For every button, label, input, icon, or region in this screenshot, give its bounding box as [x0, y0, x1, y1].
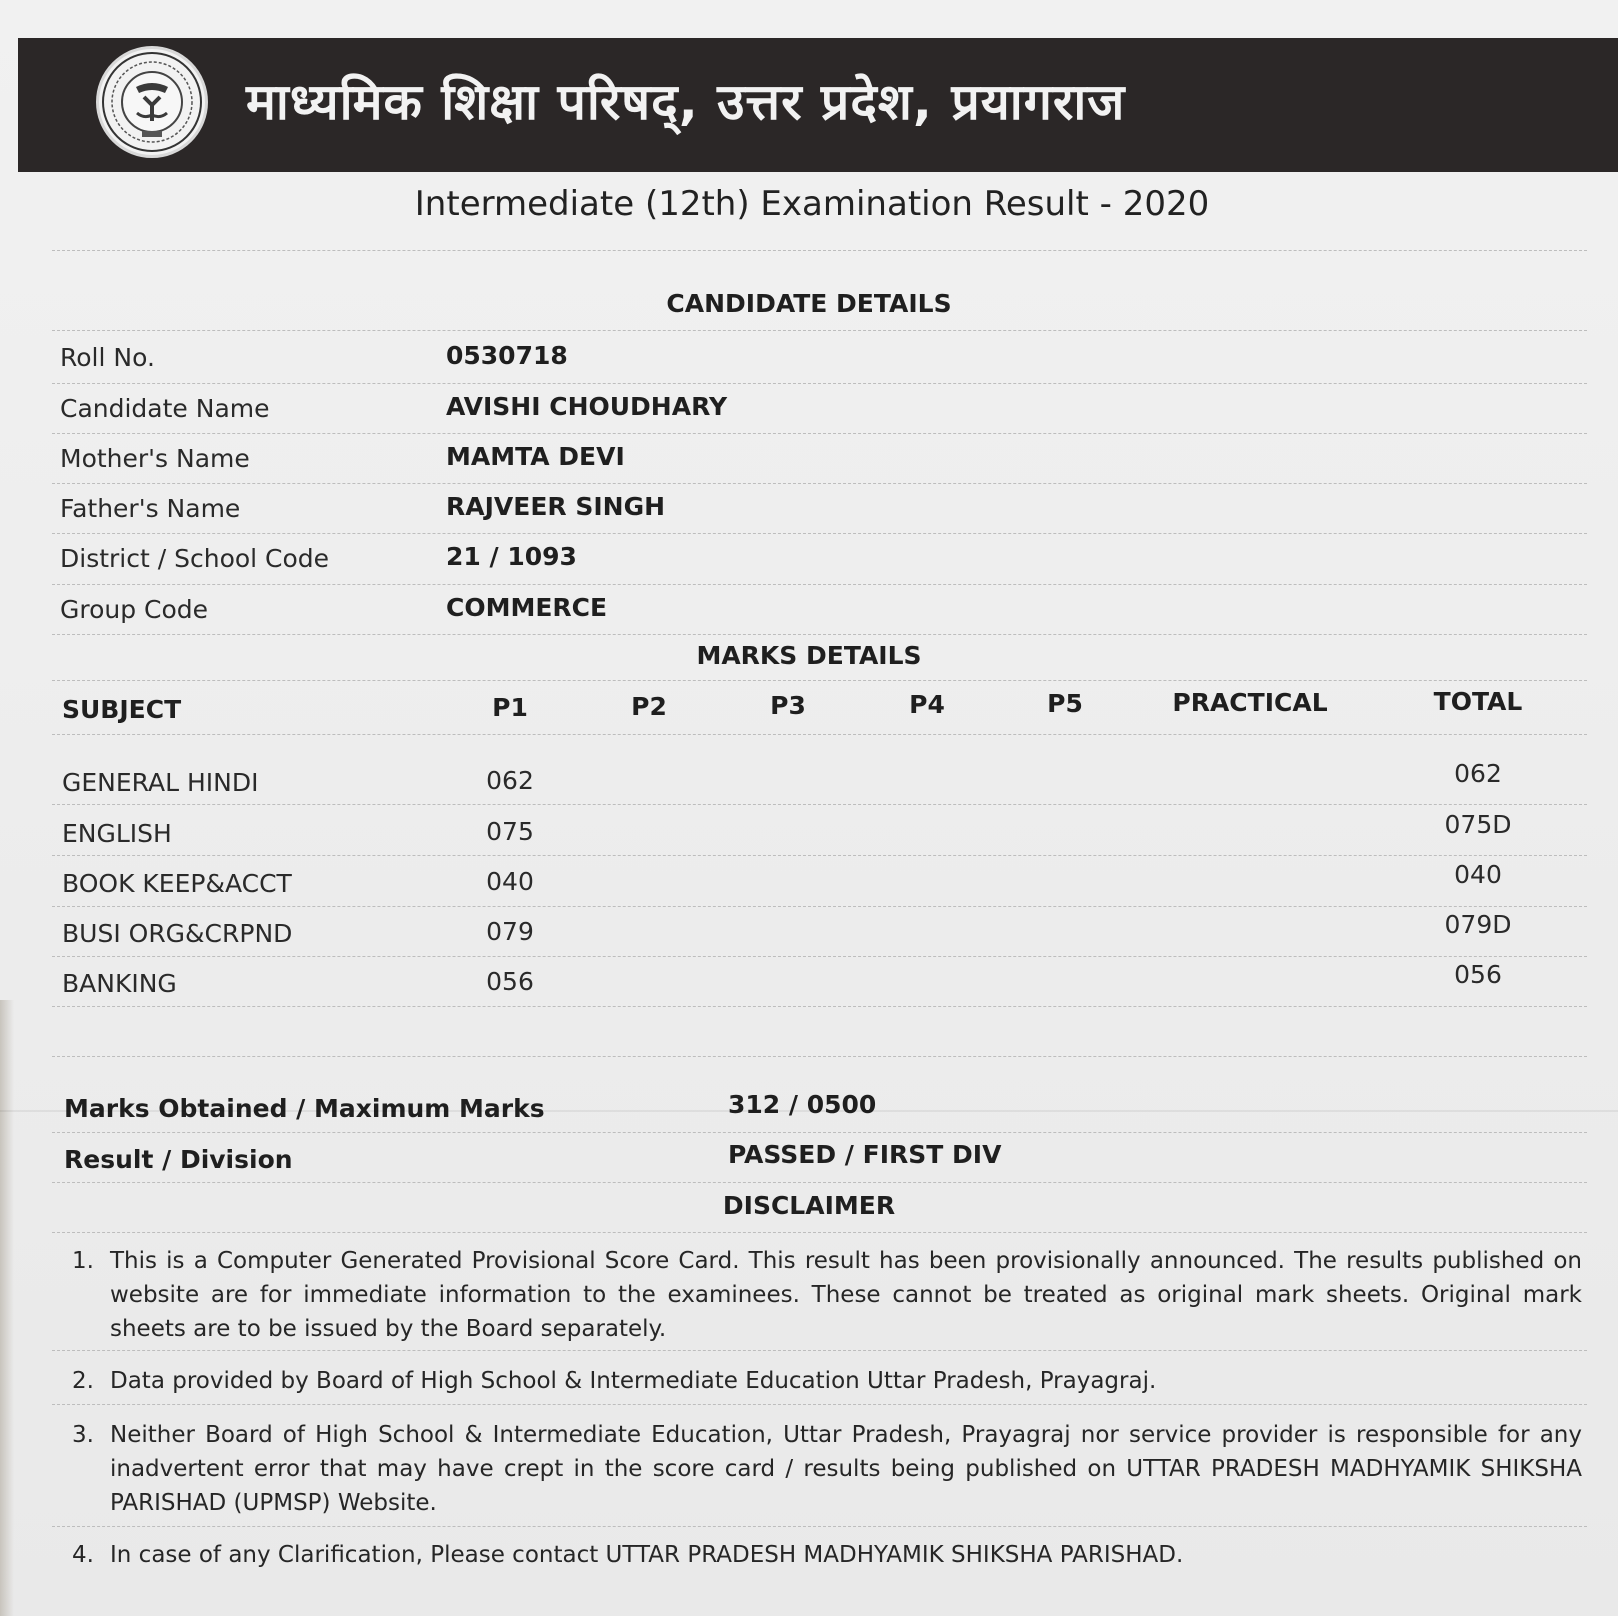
- disclaimer-item-number: 3.: [72, 1422, 94, 1448]
- divider: [52, 855, 1587, 856]
- candidate-details-heading: CANDIDATE DETAILS: [666, 289, 952, 318]
- col-header-p4: P4: [909, 690, 945, 719]
- divider: [52, 483, 1587, 484]
- board-header: [18, 38, 1618, 172]
- group-code-value: COMMERCE: [446, 593, 608, 622]
- divider: [52, 956, 1587, 957]
- total-mark: 062: [1454, 759, 1502, 788]
- divider: [52, 634, 1587, 635]
- divider: [52, 1182, 1587, 1183]
- total-mark: 079D: [1444, 910, 1512, 939]
- disclaimer-item-number: 4.: [72, 1542, 94, 1568]
- marks-details-heading: MARKS DETAILS: [696, 641, 922, 670]
- group-code-label: Group Code: [60, 595, 209, 624]
- divider: [52, 1526, 1587, 1527]
- col-header-p2: P2: [631, 692, 667, 721]
- total-mark: 056: [1454, 960, 1502, 989]
- father-name-value: RAJVEER SINGH: [446, 492, 666, 521]
- disclaimer-item: [72, 1364, 1582, 1398]
- divider: [52, 1350, 1587, 1351]
- result-division-value: PASSED / FIRST DIV: [728, 1140, 1002, 1169]
- candidate-name-label: Candidate Name: [60, 394, 270, 423]
- divider: [52, 906, 1587, 907]
- col-header-p5: P5: [1047, 689, 1083, 718]
- disclaimer-item-number: 1.: [72, 1248, 94, 1274]
- candidate-name-value: AVISHI CHOUDHARY: [446, 392, 728, 421]
- roll-no-value: 0530718: [446, 341, 568, 370]
- subject-name: BANKING: [62, 969, 177, 998]
- divider: [52, 250, 1587, 251]
- mother-name-value: MAMTA DEVI: [446, 442, 625, 471]
- marks-obtained-value: 312 / 0500: [728, 1090, 877, 1119]
- mother-name-label: Mother's Name: [60, 444, 250, 473]
- subject-name: BUSI ORG&CRPND: [62, 919, 293, 948]
- total-mark: 075D: [1444, 810, 1512, 839]
- paper-fold: [0, 1110, 1618, 1112]
- subject-name: BOOK KEEP&ACCT: [62, 869, 292, 898]
- disclaimer-item-text: Data provided by Board of High School & Intermediate Education Uttar Pradesh, Prayagraj.: [110, 1368, 1157, 1394]
- divider: [52, 1006, 1587, 1007]
- divider: [52, 804, 1587, 805]
- disclaimer-item: [72, 1418, 1582, 1520]
- district-school-code-value: 21 / 1093: [446, 542, 577, 571]
- col-header-p1: P1: [492, 693, 528, 722]
- exam-title: Intermediate (12th) Examination Result - 2020: [414, 184, 1210, 224]
- board-title: माध्यमिक शिक्षा परिषद्, उत्तर प्रदेश, प्रयागराज: [246, 73, 1126, 131]
- paper-edge-shadow: [0, 1000, 14, 1616]
- disclaimer-heading: DISCLAIMER: [722, 1191, 896, 1220]
- disclaimer-item: [72, 1538, 1582, 1572]
- p1-mark: 056: [486, 967, 534, 996]
- total-mark: 040: [1454, 860, 1502, 889]
- divider: [52, 433, 1587, 434]
- divider: [52, 680, 1587, 681]
- p1-mark: 040: [486, 867, 534, 896]
- col-header-p3: P3: [770, 691, 806, 720]
- upmsp-seal-icon: [96, 46, 208, 158]
- divider: [52, 330, 1587, 331]
- subject-name: ENGLISH: [62, 819, 172, 848]
- disclaimer-item-text: Neither Board of High School & Intermediate Education, Uttar Pradesh, Prayagraj nor service provider is responsible for any inadvertent error that may have crept in the score card / results being published on UTTAR PRADESH MADHYAMIK SHIKSHA PARISHAD (UPMSP) Website.: [110, 1422, 1582, 1516]
- col-header-total: TOTAL: [1433, 687, 1523, 716]
- district-school-code-label: District / School Code: [60, 544, 330, 573]
- p1-mark: 062: [486, 766, 534, 795]
- result-division-label: Result / Division: [64, 1145, 293, 1174]
- p1-mark: 079: [486, 917, 534, 946]
- divider: [52, 584, 1587, 585]
- divider: [52, 734, 1587, 735]
- divider: [52, 383, 1587, 384]
- roll-no-label: Roll No.: [60, 343, 155, 372]
- disclaimer-item-number: 2.: [72, 1368, 94, 1394]
- divider: [52, 533, 1587, 534]
- divider: [52, 1132, 1587, 1133]
- father-name-label: Father's Name: [60, 494, 241, 523]
- p1-mark: 075: [486, 817, 534, 846]
- divider: [52, 1232, 1587, 1233]
- subject-name: GENERAL HINDI: [62, 768, 259, 797]
- marks-obtained-label: Marks Obtained / Maximum Marks: [64, 1094, 545, 1123]
- disclaimer-item-text: This is a Computer Generated Provisional Score Card. This result has been provisionally announced. The results published on website are for immediate information to the examinees. These cannot be treated as original mark sheets. Original mark sheets are to be issued by the Board separately.: [110, 1248, 1582, 1342]
- disclaimer-item: [72, 1244, 1582, 1346]
- divider: [52, 1404, 1587, 1405]
- col-header-subject: SUBJECT: [62, 695, 182, 724]
- divider: [52, 1056, 1587, 1057]
- col-header-practical: PRACTICAL: [1172, 688, 1328, 717]
- disclaimer-item-text: In case of any Clarification, Please contact UTTAR PRADESH MADHYAMIK SHIKSHA PARISHAD.: [110, 1542, 1184, 1568]
